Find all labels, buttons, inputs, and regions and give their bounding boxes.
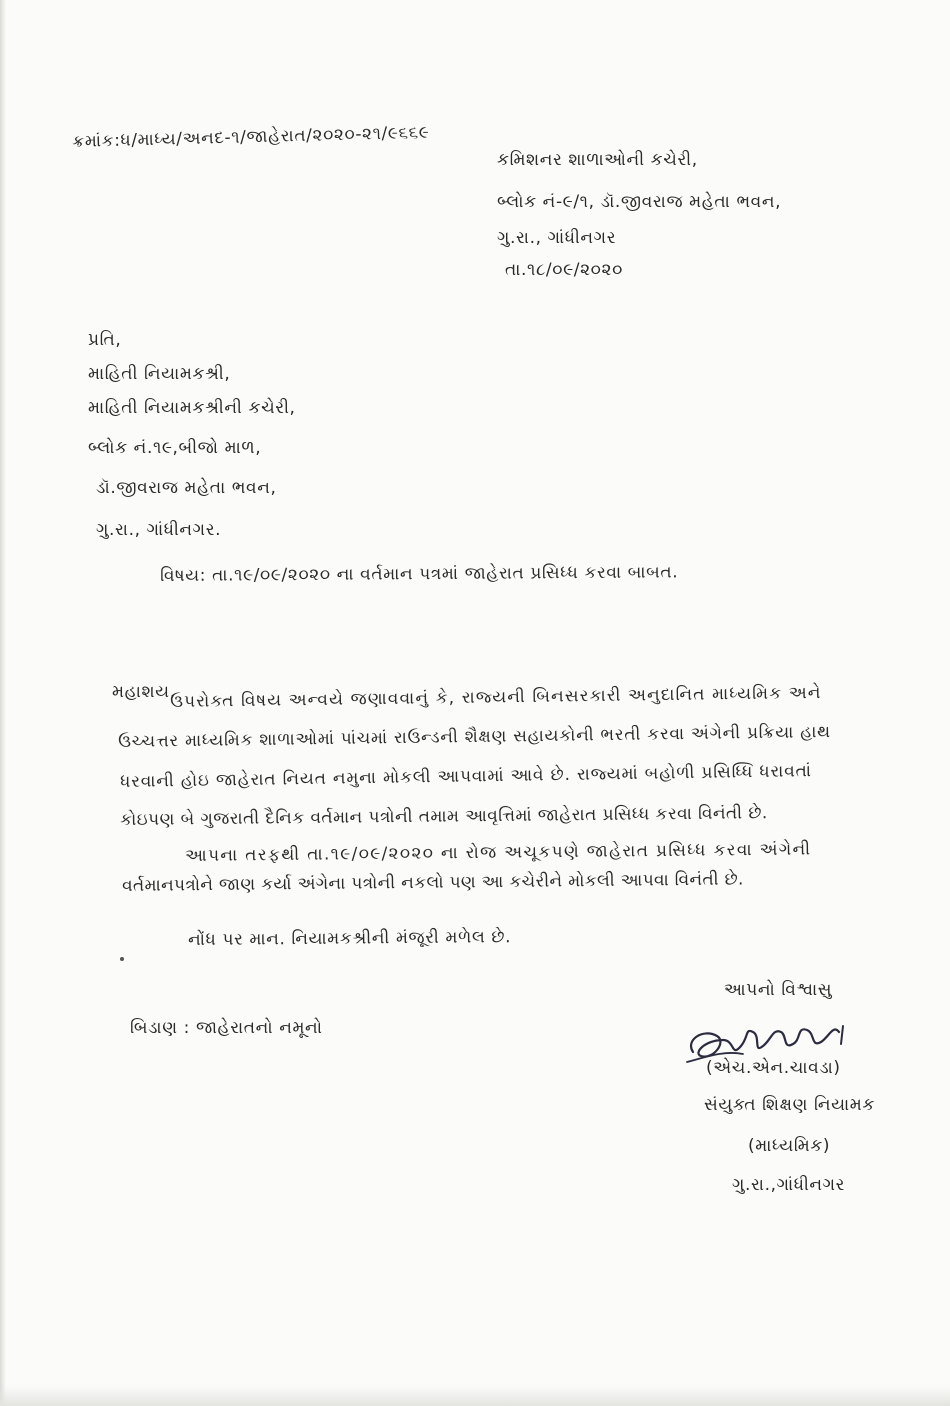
signatory-place: ગુ.રા.,ગાંધીનગર (732, 1175, 846, 1195)
recipient-line-3: માહિતી નિયામકશ્રીની કચેરી, (88, 398, 296, 418)
reference-number: ક્રમાંક:ધ/માધ્ય/અનદ-૧/જાહેરાત/૨૦૨૦-૨૧/૯૬૬૯ (72, 122, 430, 152)
salutation: મહાશય, (112, 682, 176, 702)
sender-address-line-2: બ્લોક નં-૯/૧, ડૉ.જીવરાજ મહેતા ભવન, (497, 192, 782, 212)
body-line-4: કોઇપણ બે ગુજરાતી દૈનિક વર્તમાન પત્રોની તમામ આવૃત્તિમાં જાહેરાત પ્રસિધ્ધ કરવા વિનંતી છે. (120, 803, 768, 830)
body-line-6: વર્તમાનપત્રોને જાણ કર્યા અંગેના પત્રોની નકલો પણ આ કચેરીને મોકલી આપવા વિનંતી છે. (122, 869, 744, 896)
recipient-line-1: પ્રતિ, (88, 330, 122, 350)
signatory-name: (એચ.એન.ચાવડા) (706, 1058, 841, 1078)
recipient-line-6: ગુ.રા., ગાંધીનગર. (96, 520, 222, 540)
body-line-1: ઉપરોક્ત વિષય અન્વયે જણાવવાનું કે, રાજ્યની બિનસરકારી અનુદાનિત માધ્યમિક અને (170, 682, 822, 712)
signatory-wing: (માધ્યમિક) (748, 1136, 831, 1156)
recipient-line-4: બ્લોક નં.૧૯,બીજો માળ, (88, 438, 262, 458)
body-line-7: નોંધ પર માન. નિયામકશ્રીની મંજૂરી મળેલ છે. (188, 927, 512, 950)
page-edge-shadow (0, 0, 6, 1406)
recipient-line-2: માહિતી નિયામકશ્રી, (88, 364, 231, 384)
letter-date: તા.૧૮/૦૯/૨૦૨૦ (505, 260, 623, 280)
sender-address-line-3: ગુ.રા., ગાંધીનગર (497, 228, 617, 248)
recipient-line-5: ડૉ.જીવરાજ મહેતા ભવન, (96, 478, 277, 498)
page-bottom-shadow (0, 1386, 950, 1406)
body-line-5: આપના તરફથી તા.૧૯/૦૯/૨૦૨૦ ના રોજ અચૂકપણે જાહેરાત પ્રસિધ્ધ કરવા અંગેની (185, 839, 812, 866)
body-line-3: ધરવાની હોઇ જાહેરાત નિયત નમુના મોકલી આપવામાં આવે છે. રાજ્યમાં બહોળી પ્રસિધ્ધિ ધરાવતાં (120, 761, 812, 792)
subject-line: વિષય: તા.૧૯/૦૯/૨૦૨૦ ના વર્તમાન પત્રમાં જાહેરાત પ્રસિધ્ધ કરવા બાબત. (160, 562, 679, 586)
ink-speck (120, 957, 124, 961)
enclosure-line: બિડાણ : જાહેરાતનો નમૂનો (130, 1018, 323, 1038)
sender-address-line-1: કમિશનર શાળાઓની કચેરી, (497, 150, 698, 170)
body-line-2: ઉચ્ચત્તર માધ્યમિક શાળાઓમાં પાંચમાં રાઉન્ડની શૈક્ષણ સહાયકોની ભરતી કરવા અંગેની પ્રક્રિયા હાથ (118, 722, 831, 752)
signatory-designation: સંયુક્ત શિક્ષણ નિયામક (704, 1095, 875, 1115)
closing-line: આપનો વિશ્વાસુ (724, 980, 833, 1000)
